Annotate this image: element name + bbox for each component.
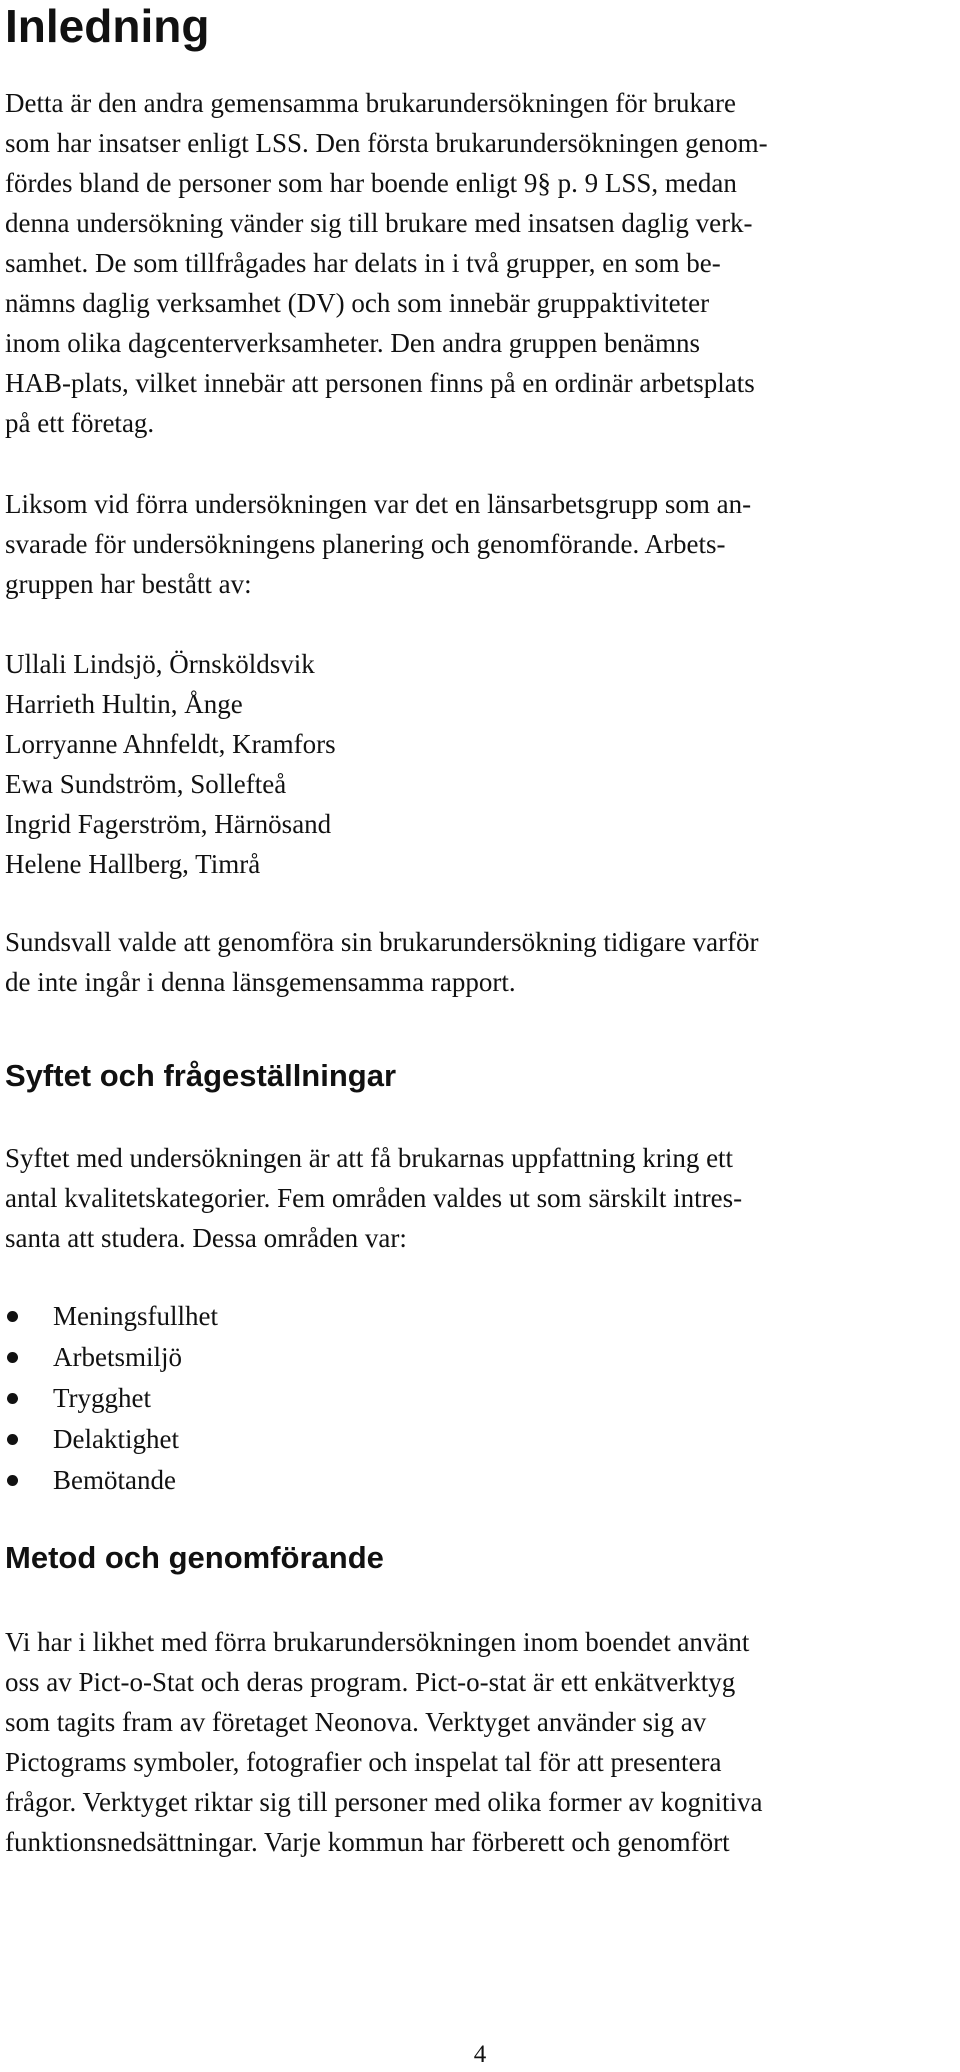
text-line: Sundsvall valde att genomföra sin brukarundersökning tidigare varför <box>5 927 759 957</box>
member-name: Ingrid Fagerström, Härnösand <box>5 809 332 839</box>
bullet-icon <box>7 1475 18 1486</box>
text-line: Syftet med undersökningen är att få brukarnas uppfattning kring ett <box>5 1143 734 1173</box>
bullet-icon <box>7 1393 18 1404</box>
text-line: HAB-plats, vilket innebär att personen finns på en ordinär arbetsplats <box>5 368 755 398</box>
section-heading-method: Metod och genomförande <box>5 1540 384 1575</box>
text-line: på ett företag. <box>5 408 155 438</box>
text-line: oss av Pict-o-Stat och deras program. Pict-o-stat är ett enkätverktyg <box>5 1667 736 1697</box>
text-line: svarade för undersökningens planering och genomförande. Arbets- <box>5 529 726 559</box>
quality-areas-list <box>5 1296 218 1501</box>
list-item <box>5 1296 218 1337</box>
method-paragraph <box>5 1622 950 1862</box>
section-heading-purpose: Syftet och frågeställningar <box>5 1058 397 1093</box>
list-item-label: Meningsfullhet <box>53 1301 218 1331</box>
list-item-label: Bemötande <box>53 1465 176 1495</box>
member-name: Harrieth Hultin, Ånge <box>5 689 243 719</box>
text-line: de inte ingår i denna länsgemensamma rapport. <box>5 967 516 997</box>
bullet-icon <box>7 1311 18 1322</box>
workgroup-members-list <box>5 644 950 884</box>
bullet-icon <box>7 1434 18 1445</box>
list-item <box>5 1460 218 1501</box>
text-line: santa att studera. Dessa områden var: <box>5 1223 407 1253</box>
text-line: frågor. Verktyget riktar sig till personer med olika former av kognitiva <box>5 1787 763 1817</box>
page-number: 4 <box>473 2041 487 2068</box>
member-name: Helene Hallberg, Timrå <box>5 849 261 879</box>
member-name: Ewa Sundström, Sollefteå <box>5 769 287 799</box>
sundsvall-paragraph <box>5 922 950 1002</box>
text-line: funktionsnedsättningar. Varje kommun har förberett och genomfört <box>5 1827 730 1857</box>
list-item <box>5 1419 218 1460</box>
member-name: Ullali Lindsjö, Örnsköldsvik <box>5 649 315 679</box>
text-line: Pictograms symboler, fotografier och inspelat tal för att presentera <box>5 1747 722 1777</box>
bullet-icon <box>7 1352 18 1363</box>
text-line: Vi har i likhet med förra brukarundersökningen inom boendet använt <box>5 1627 750 1657</box>
purpose-paragraph <box>5 1138 950 1258</box>
text-line: Liksom vid förra undersökningen var det en länsarbetsgrupp som an- <box>5 489 752 519</box>
member-name: Lorryanne Ahnfeldt, Kramfors <box>5 729 336 759</box>
text-line: antal kvalitetskategorier. Fem områden valdes ut som särskilt intres- <box>5 1183 743 1213</box>
page-title: Inledning <box>5 0 210 52</box>
list-item-label: Arbetsmiljö <box>53 1342 182 1372</box>
text-line: samhet. De som tillfrågades har delats in i två grupper, en som be- <box>5 248 721 278</box>
list-item <box>5 1337 218 1378</box>
text-line: fördes bland de personer som har boende enligt 9§ p. 9 LSS, medan <box>5 168 737 198</box>
workgroup-paragraph <box>5 484 950 604</box>
text-line: Detta är den andra gemensamma brukarundersökningen för brukare <box>5 88 736 118</box>
list-item <box>5 1378 218 1419</box>
intro-paragraph <box>5 83 950 443</box>
text-line: gruppen har bestått av: <box>5 569 252 599</box>
text-line: inom olika dagcenterverksamheter. Den andra gruppen benämns <box>5 328 700 358</box>
text-line: nämns daglig verksamhet (DV) och som innebär gruppaktiviteter <box>5 288 710 318</box>
list-item-label: Trygghet <box>53 1383 152 1413</box>
text-line: som har insatser enligt LSS. Den första brukarundersökningen genom- <box>5 128 768 158</box>
text-line: som tagits fram av företaget Neonova. Verktyget använder sig av <box>5 1707 707 1737</box>
list-item-label: Delaktighet <box>53 1424 179 1454</box>
text-line: denna undersökning vänder sig till brukare med insatsen daglig verk- <box>5 208 753 238</box>
